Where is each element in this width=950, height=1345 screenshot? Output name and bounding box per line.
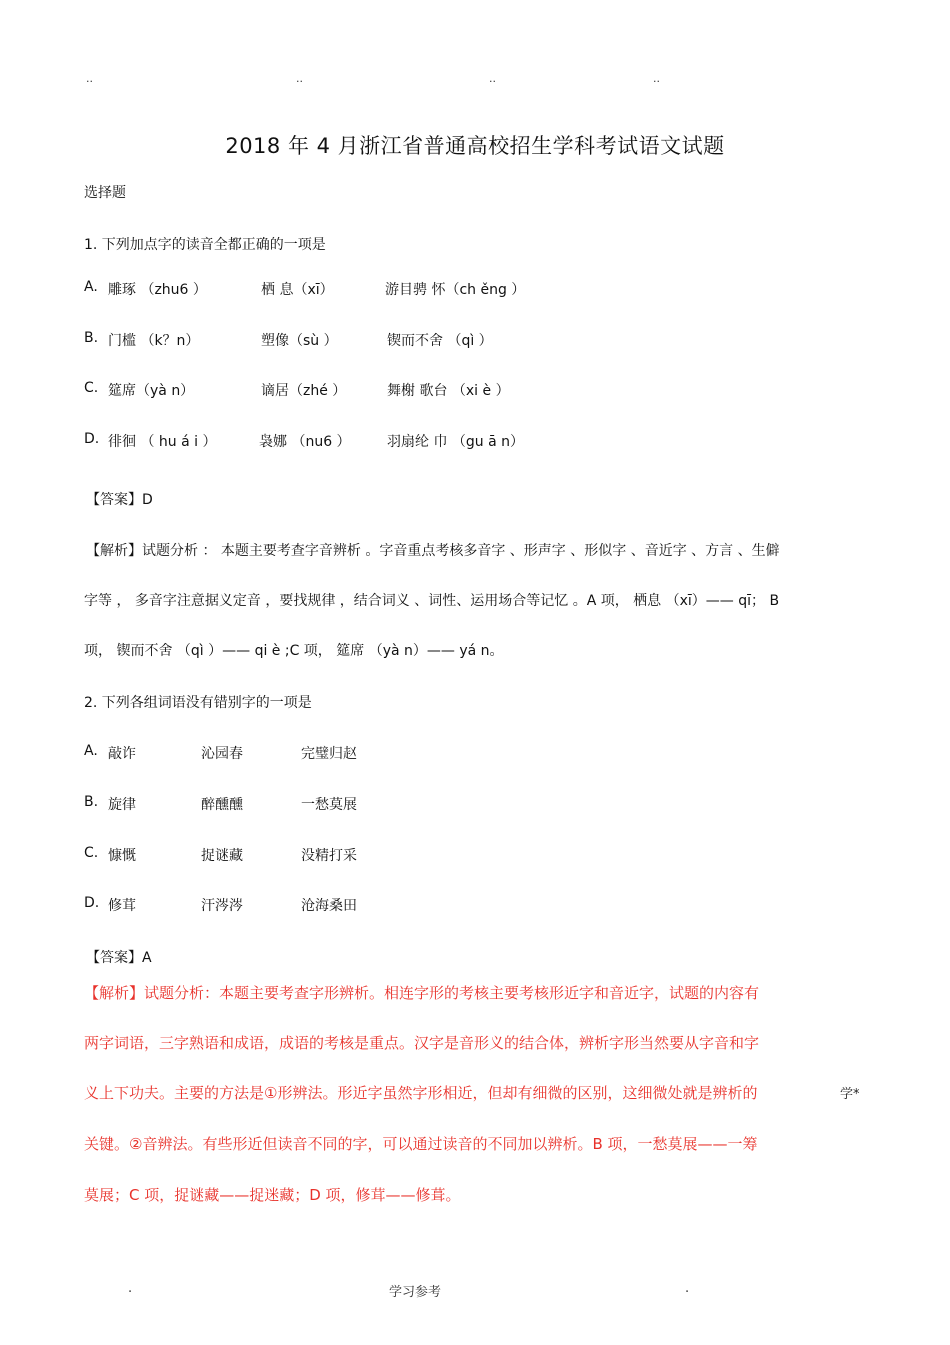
q2-option-word-3: 一愁莫展 — [301, 797, 357, 813]
q2-option-word-3: 沧海桑田 — [301, 898, 357, 914]
header-dot-3: .. — [489, 72, 496, 85]
footer-label: 学习参考 — [389, 1285, 442, 1300]
q1-option-letter: A. — [84, 279, 98, 295]
q1-option-word-1: 雕琢 （zhu6 ） — [108, 282, 207, 298]
q1-option-word-3: 游目骋 怀（ch ěng ） — [385, 282, 526, 298]
q1-option-word-1: 门槛 （k？n） — [108, 333, 200, 349]
q2-option-word-2: 沁园春 — [201, 746, 243, 762]
q2-analysis-line-4: 关键。②音辨法。有些形近但读音不同的字，可以通过读音的不同加以辨析。B 项，一愁莫展——一筹 — [84, 1135, 758, 1153]
q2-answer: 【答案】A — [86, 950, 152, 966]
watermark-mark: 学* — [840, 1087, 860, 1102]
q1-option-word-3: 锲而不舍 （qì ） — [387, 333, 493, 349]
q1-option-word-2: 栖 息（xī） — [261, 282, 334, 298]
page-title: 2018 年 4 月浙江省普通高校招生学科考试语文试题 — [225, 134, 725, 158]
q2-option-letter: D. — [84, 895, 100, 911]
q1-option-word-2: 塑像（sù ） — [261, 333, 338, 349]
q1-analysis-line-1: 【解析】试题分析 ： 本题主要考查字音辨析 。字音重点考核多音字 、形声字 、形似字 、音近字 、方言 、生僻 — [86, 543, 780, 559]
q1-answer: 【答案】D — [86, 492, 153, 508]
q1-option-letter: D. — [84, 431, 100, 447]
q1-option-word-1: 徘徊 （ hu á i ） — [108, 434, 217, 450]
section-heading: 选择题 — [84, 185, 126, 201]
q1-stem: 1. 下列加点字的读音全都正确的一项是 — [84, 237, 326, 253]
q2-option-word-3: 没精打采 — [301, 848, 357, 864]
footer-right-dot: . — [685, 1281, 690, 1296]
q2-analysis-line-1: 【解析】试题分析：本题主要考查字形辨析。相连字形的考核主要考核形近字和音近字，试题的内容有 — [84, 984, 760, 1002]
q2-option-word-3: 完璧归赵 — [301, 746, 357, 762]
q2-option-word-1: 旋律 — [108, 797, 136, 813]
q1-option-word-1: 筵席（yà n） — [108, 383, 195, 399]
q1-option-letter: C. — [84, 380, 99, 396]
q2-option-word-2: 汗涔涔 — [201, 898, 243, 914]
q1-option-word-2: 袅娜 （nu6 ） — [259, 434, 351, 450]
header-dot-1: .. — [86, 72, 93, 85]
q2-analysis-line-3: 义上下功夫。主要的方法是①形辨法。形近字虽然字形相近，但却有细微的区别，这细微处就是辨析的 — [84, 1084, 758, 1102]
q2-option-word-1: 敲诈 — [108, 746, 136, 762]
q1-analysis-line-3: 项， 锲而不舍 （qì ）—— qi è ;C 项， 筵席 （yà n）—— yá n。 — [84, 643, 504, 659]
q2-option-word-2: 捉谜藏 — [201, 848, 243, 864]
q1-option-letter: B. — [84, 330, 99, 346]
q2-option-letter: B. — [84, 794, 99, 810]
q2-option-word-1: 慷慨 — [108, 848, 136, 864]
footer-left-dot: . — [128, 1281, 133, 1296]
q2-option-letter: C. — [84, 845, 99, 861]
q2-option-word-2: 醉醺醺 — [201, 797, 243, 813]
q2-option-word-1: 修茸 — [108, 898, 136, 914]
header-dot-2: .. — [296, 72, 303, 85]
q2-analysis-line-2: 两字词语，三字熟语和成语，成语的考核是重点。汉字是音形义的结合体，辨析字形当然要从字音和字 — [84, 1034, 760, 1052]
q2-analysis-line-5: 莫展；C 项，捉谜藏——捉迷藏；D 项，修茸——修葺。 — [84, 1186, 461, 1204]
q1-option-word-2: 谪居（zhé ） — [261, 383, 347, 399]
q1-option-word-3: 舞榭 歌台 （xi è ） — [387, 383, 510, 399]
header-dot-4: .. — [653, 72, 660, 85]
q1-option-word-3: 羽扇纶 巾 （gu ā n） — [387, 434, 525, 450]
q2-option-letter: A. — [84, 743, 98, 759]
q1-analysis-line-2: 字等 ， 多音字注意据义定音 ，要找规律 ，结合词义 、词性、运用场合等记忆 。A 项， 栖息 （xī）—— qī； B — [84, 593, 780, 609]
q2-stem: 2. 下列各组词语没有错别字的一项是 — [84, 695, 312, 711]
